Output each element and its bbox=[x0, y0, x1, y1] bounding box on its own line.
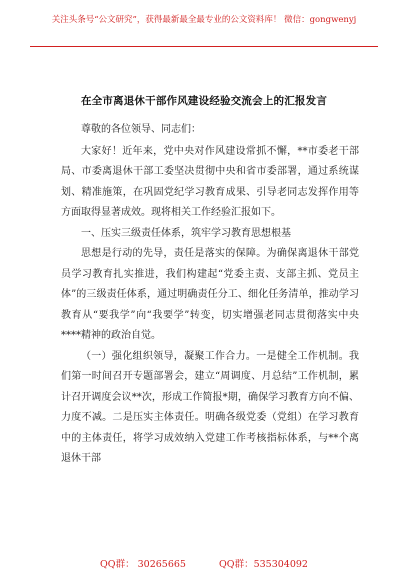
paragraph-section-1: 思想是行动的先导，责任是落实的保障。为确保离退休干部党员学习教育扎实推进，我们构建起“党委主责、支部主抓、党员主体”的三级责任体系，通过明确责任分工、细化任务清单，推动学习教育从“要我学”向“我要学”转变，切实增强老同志贯彻落实中央****精神的政治自觉。 bbox=[61, 248, 359, 341]
paragraph-subsection-1: （一）强化组织领导，凝聚工作合力。一是健全工作机制。我们第一时间召开专题部署会，建立“周调度、月总结”工作机制，累计召开调度会议**次，形成工作简报*期，确保学习教育方向不偏、力度不减。二是压实主体责任。明确各级党委（党组）在学习教育中的主体责任，将学习成效纳入党建工作考核指标体系，与**个离退休干部 bbox=[61, 350, 359, 464]
document-body bbox=[61, 118, 359, 470]
footer-qq-group-1: QQ群： 30265665 bbox=[100, 559, 186, 570]
page-footer bbox=[0, 556, 408, 570]
paragraph-intro: 大家好！近年来，党中央对作风建设常抓不懈，**市委老干部局、市委离退休干部工委坚决贯彻中央和省市委部署，通过系统谋划、精准施策，在巩固党纪学习教育成果、引导老同志发挥作用等方面取得显著成效。现将相关工作经验汇报如下。 bbox=[61, 145, 359, 218]
document-title: 在全市离退休干部作风建设经验交流会上的汇报发言 bbox=[80, 95, 328, 107]
header-divider bbox=[30, 46, 378, 47]
footer-qq-group-2: QQ群：535304092 bbox=[219, 559, 308, 570]
greeting: 尊敬的各位领导、同志们： bbox=[81, 124, 201, 135]
header-promo-text: 关注头条号“公文研究”，获得最新最全最专业的公文资料库！ 微信：gongwenyj bbox=[51, 15, 357, 25]
page-header bbox=[0, 0, 408, 40]
section-heading: 一、压实三级责任体系，筑牢学习教育思想根基 bbox=[81, 227, 291, 239]
